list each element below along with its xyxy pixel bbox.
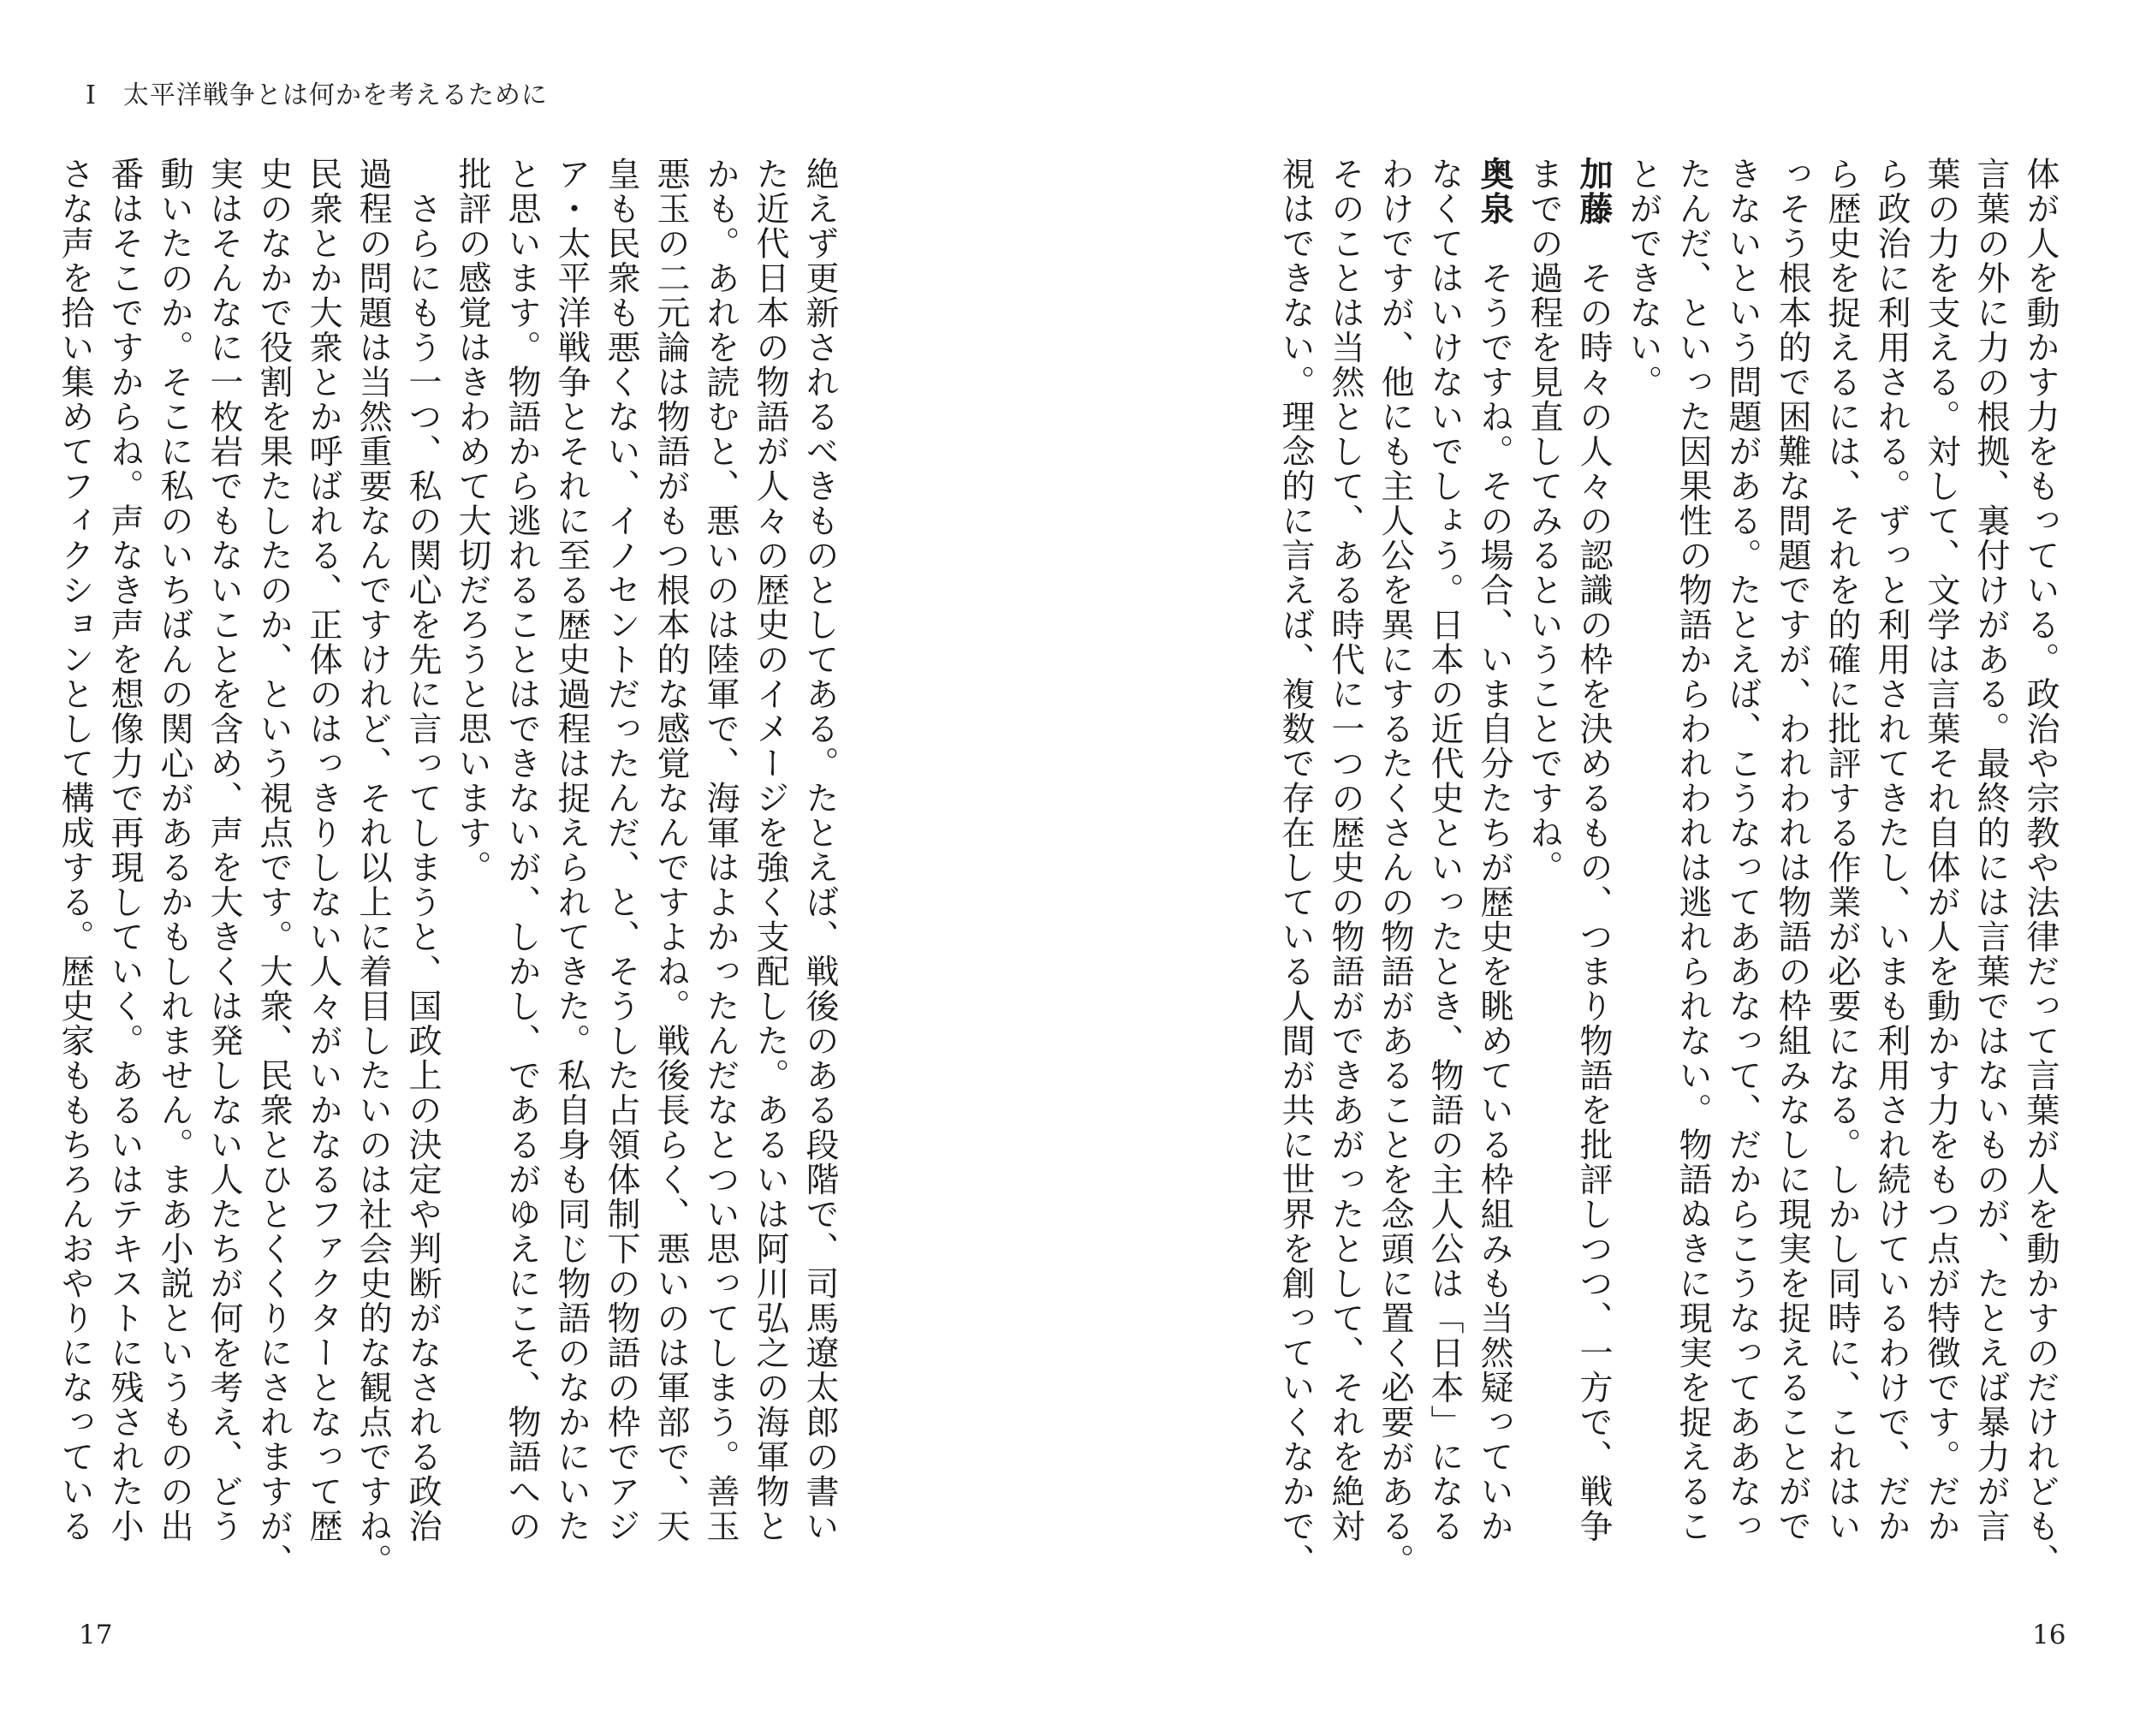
text-column <box>1767 157 1816 1582</box>
text-column <box>1965 157 2015 1582</box>
column-text: 悪玉の二元論は物語がもつ根本的な感覚なんですよね。戦後長らく、悪いのは軍部で、天 <box>651 157 690 1543</box>
text-column <box>1469 157 1519 1582</box>
speaker-name: 加藤 <box>1574 157 1613 226</box>
column-text: ら歴史を捉えるには、それを的確に批評する作業が必要になる。しかし同時に、これはい <box>1822 157 1861 1543</box>
text-column <box>2015 157 2065 1582</box>
text-column <box>149 157 199 1582</box>
text-column <box>1916 157 1965 1582</box>
text-column <box>645 157 695 1582</box>
text-column <box>496 157 546 1582</box>
column-text: 民衆とか大衆とか呼ばれる、正体のはっきりしない人々がいかなるファクターとなって歴 <box>304 157 342 1543</box>
text-column <box>248 157 298 1582</box>
column-text: 皇も民衆も悪くない、イノセントだったんだ、と、そうした占領体制下の物語の枠でアジ <box>602 157 640 1543</box>
text-column <box>199 157 248 1582</box>
column-text: た近代日本の物語が人々の歴史のイメージを強く支配した。あるいは阿川弘之の海軍物と <box>751 157 789 1543</box>
text-column <box>695 157 745 1582</box>
text-column <box>596 157 645 1582</box>
column-text: 過程の問題は当然重要なんですけれど、それ以上に着目したいのは社会史的な観点ですね。 <box>354 157 392 1578</box>
page-number-17: 17 <box>79 1620 113 1650</box>
text-column <box>546 157 596 1582</box>
text-column <box>348 157 397 1582</box>
column-text: ア・太平洋戦争とそれに至る歴史過程は捉えられてきた。私自身も同じ物語のなかにいた <box>552 157 591 1543</box>
column-text: 絶えず更新されるべきものとしてある。たとえば、戦後のある段階で、司馬遼太郎の書い <box>800 157 839 1543</box>
column-text: 体が人を動かす力をもっている。政治や宗教や法律だって言葉が人を動かすのだけれども、 <box>2021 157 2060 1578</box>
column-text: きないという問題がある。たとえば、こうなってああなって、だからこうなってああなっ <box>1723 157 1762 1543</box>
text-column <box>1717 157 1767 1582</box>
text-column <box>1866 157 1916 1582</box>
column-text: その時々の人々の認識の枠を決めるもの、つまり物語を批評しつつ、一方で、戦争 <box>1574 226 1613 1543</box>
column-text: 葉の力を支える。対して、文学は言葉それ自体が人を動かす力をもつ点が特徴です。だか <box>1922 157 1960 1543</box>
text-column <box>1519 157 1568 1582</box>
text-column <box>1667 157 1717 1582</box>
column-text: そうですね。その場合、いま自分たちが歴史を眺めている枠組みも当然疑っていか <box>1475 226 1513 1543</box>
column-text: 番はそこですからね。声なき声を想像力で再現していく。あるいはテキストに残された小 <box>105 157 144 1543</box>
column-text: 言葉の外に力の根拠、裏付けがある。最終的には言葉ではないものが、たとえば暴力が言 <box>1971 157 2010 1543</box>
text-column <box>1370 157 1419 1582</box>
text-column <box>298 157 348 1582</box>
text-column <box>1320 157 1370 1582</box>
text-column <box>1618 157 1667 1582</box>
column-text: かも。あれを読むと、悪いのは陸軍で、海軍はよかったんだなとつい思ってしまう。善玉 <box>701 157 740 1543</box>
column-text: わけですが、他にも主人公を異にするたくさんの物語があることを念頭に置く必要がある。 <box>1376 157 1414 1578</box>
text-column <box>794 157 844 1582</box>
column-text: 批評の感覚はきわめて大切だろうと思います。 <box>453 157 491 885</box>
page-16-text <box>1270 157 2065 1582</box>
speaker-name: 奥泉 <box>1475 157 1513 226</box>
column-text: ら政治に利用される。ずっと利用されてきたし、いまも利用され続けているわけで、だか <box>1872 157 1911 1543</box>
column-text: 視はできない。理念的に言えば、複数で存在している人間が共に世界を創っていくなかで、 <box>1276 157 1315 1578</box>
column-text: までの過程を見直してみるということですね。 <box>1525 157 1563 885</box>
column-text: 史のなかで役割を果たしたのか、という視点です。大衆、民衆とひとくくりにされますが、 <box>254 157 293 1578</box>
column-text: なくてはいけないでしょう。日本の近代史といったとき、物語の主人公は「日本」になる <box>1425 157 1464 1543</box>
page-number-16: 16 <box>2032 1620 2066 1650</box>
text-column <box>1270 157 1320 1582</box>
text-column <box>397 157 447 1582</box>
column-text: 実はそんなに一枚岩でもないことを含め、声を大きくは発しない人たちが何を考え、どう <box>205 157 243 1543</box>
column-text: さらにもう一つ、私の関心を先に言ってしまうと、国政上の決定や判断がなされる政治 <box>403 157 442 1543</box>
text-column <box>1816 157 1866 1582</box>
column-text: たんだ、といった因果性の物語からわれわれは逃れられない。物語ぬきに現実を捉えるこ <box>1673 157 1712 1543</box>
column-text: 動いたのか。そこに私のいちばんの関心があるかもしれません。まあ小説というものの出 <box>155 157 193 1543</box>
column-text: そのことは当然として、ある時代に一つの歴史の物語ができあがったとして、それを絶対 <box>1326 157 1364 1543</box>
column-text: さな声を拾い集めてフィクションとして構成する。歴史家ももちろんおやりになっている <box>56 157 94 1543</box>
text-column <box>447 157 496 1582</box>
column-text: と思います。物語から逃れることはできないが、しかし、であるがゆえにこそ、物語への <box>502 157 541 1543</box>
page-17-text <box>50 157 844 1582</box>
column-text: とができない。 <box>1624 157 1662 400</box>
text-column <box>1419 157 1469 1582</box>
text-column <box>745 157 794 1582</box>
text-column <box>99 157 149 1582</box>
text-column <box>50 157 99 1582</box>
text-column <box>1568 157 1618 1582</box>
column-text: っそう根本的で困難な問題ですが、われわれは物語の枠組みなしに現実を捉えることがで <box>1773 157 1811 1543</box>
running-header: I 太平洋戦争とは何かを考えるために <box>86 80 548 110</box>
